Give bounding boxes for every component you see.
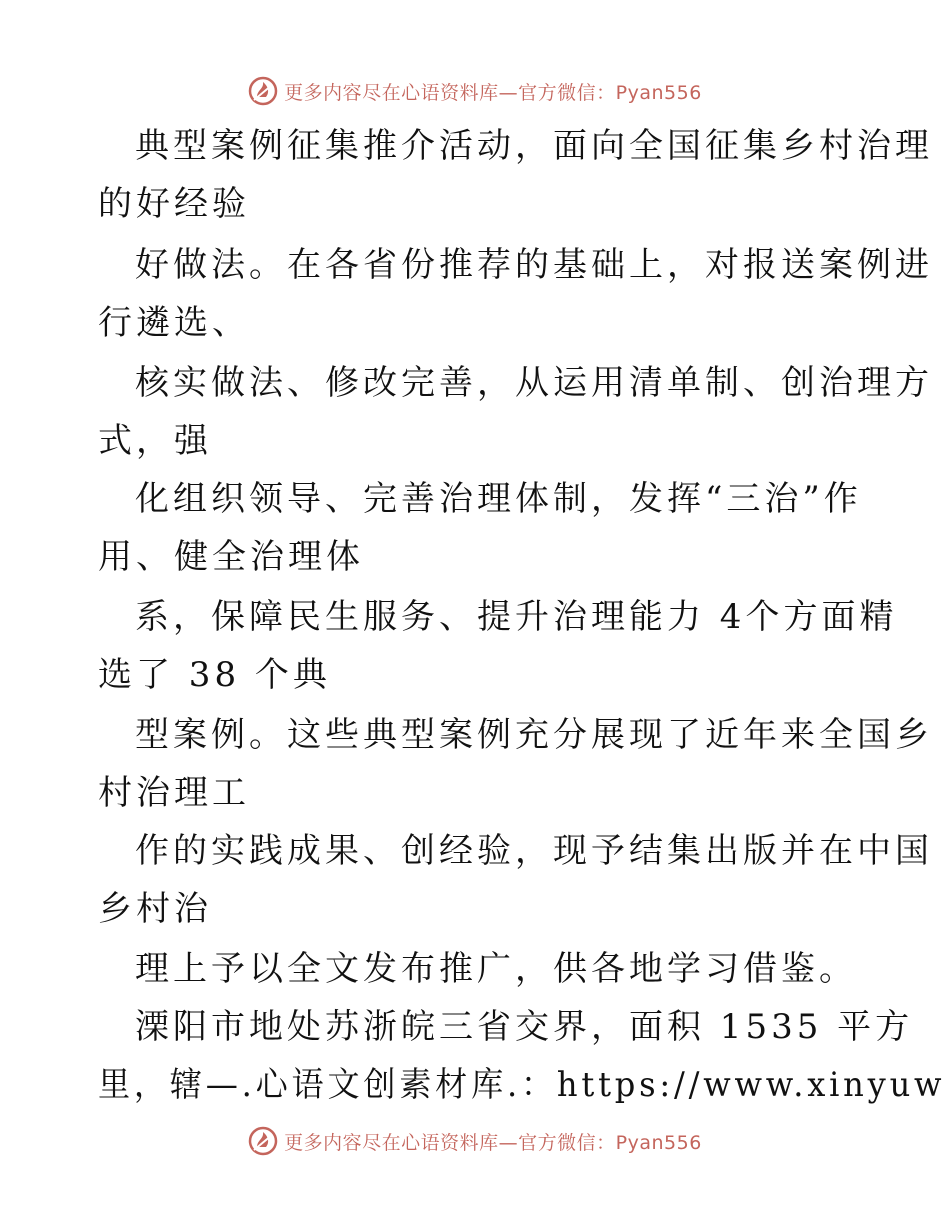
text-line: 系，保障民生服务、提升治理能力 4个方面精 — [135, 597, 898, 637]
text-line: 用、健全治理体 — [98, 537, 364, 577]
text-line: 选了 38 个典 — [98, 655, 331, 695]
text-line: 村治理工 — [98, 773, 250, 813]
header-watermark — [0, 71, 950, 111]
text-line: 行遴选、 — [98, 303, 250, 343]
text-line: 化组织领导、完善治理体制，发挥“三治”作 — [135, 479, 862, 519]
text-line: 好做法。在各省份推荐的基础上，对报送案例进 — [135, 245, 933, 285]
flame-logo-icon — [248, 76, 278, 106]
text-line: 典型案例征集推介活动，面向全国征集乡村治理 — [135, 126, 933, 166]
text-line: 理上予以全文发布推广，供各地学习借鉴。 — [135, 949, 857, 989]
footer-watermark-text: 更多内容尽在心语资料库—官方微信：Pyan556 — [284, 1131, 702, 1154]
text-line: 里，辖—.心语文创素材库.：https://www.xinyuw — [98, 1065, 946, 1105]
text-line: 的好经验 — [98, 184, 250, 224]
text-line: 溧阳市地处苏浙皖三省交界，面积 1535 平方 — [135, 1007, 914, 1047]
text-line: 作的实践成果、创经验，现予结集出版并在中国 — [135, 831, 933, 871]
text-line: 型案例。这些典型案例充分展现了近年来全国乡 — [135, 715, 933, 755]
text-line: 乡村治 — [98, 889, 212, 929]
footer-watermark — [0, 1121, 950, 1161]
text-line: 核实做法、修改完善，从运用清单制、创治理方 — [135, 363, 933, 403]
flame-logo-icon — [248, 1126, 278, 1156]
text-line: 式，强 — [98, 421, 212, 461]
header-watermark-text: 更多内容尽在心语资料库—官方微信：Pyan556 — [284, 81, 702, 104]
